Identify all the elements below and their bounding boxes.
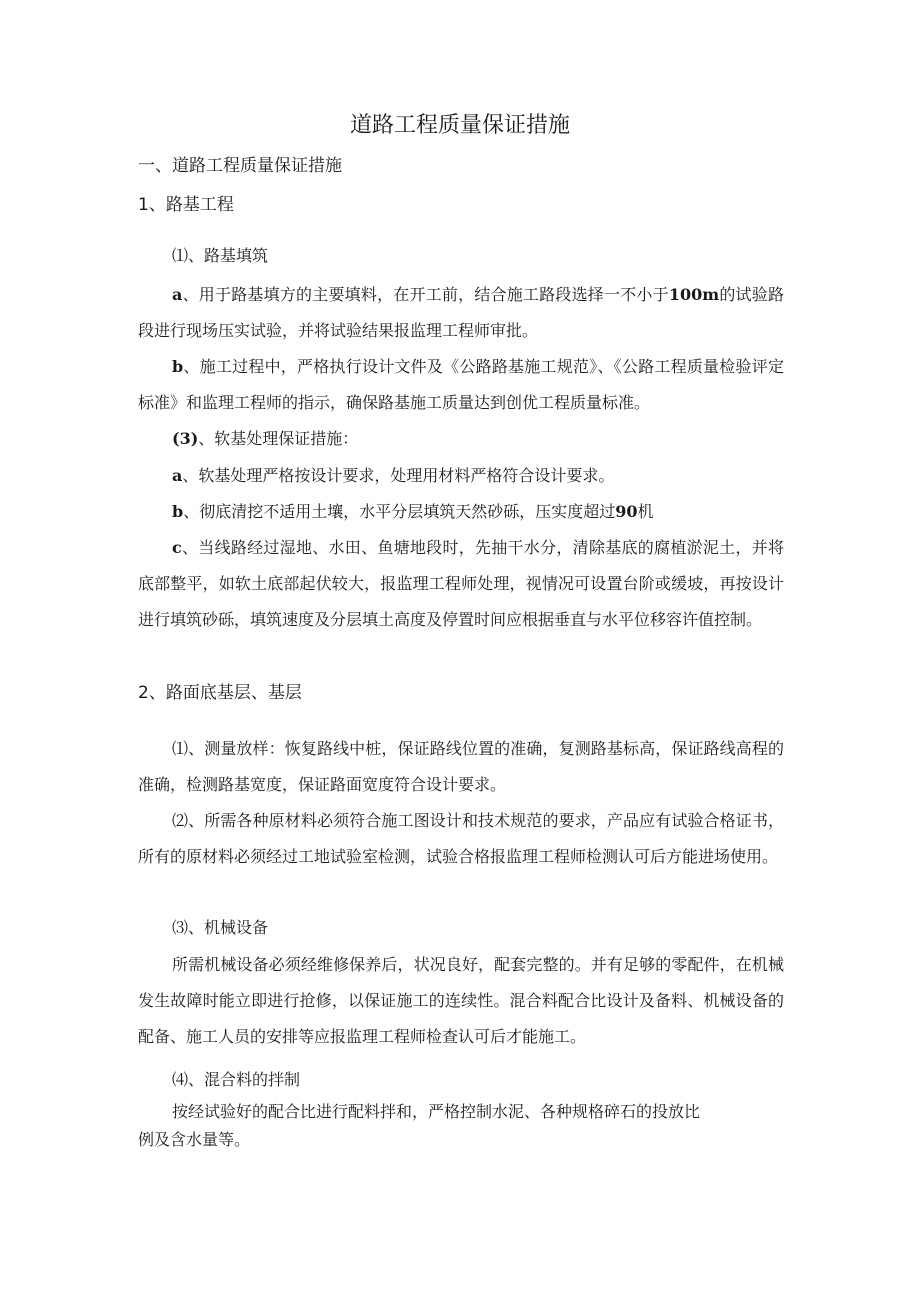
item-text: 、软基处理保证措施： (198, 429, 359, 448)
item-soft-foundation (172, 421, 358, 457)
subsection-heading-roadbed (138, 187, 234, 223)
paragraph-b2 (138, 494, 784, 530)
item-letter: a (172, 466, 183, 485)
paragraph-b1 (138, 349, 784, 421)
paragraph-machinery: 所需机械设备必须经维修保养后，状况良好，配套完整的。并有足够的零配件，在机械发生故障时能立即进行抢修，以保证施工的连续性。混合料配合比设计及备料、机械设备的配备、施工人员的安排等应报监理工程师检查认可后才能施工。 (138, 955, 784, 1046)
item-letter: b (172, 502, 184, 521)
subsection-heading-pavement-base (138, 675, 302, 711)
paragraph-text: 机 (637, 502, 654, 521)
item-letter: b (172, 357, 184, 376)
paragraph-a2 (138, 458, 784, 494)
item-letter: c (172, 538, 182, 557)
bold-value: 100m (668, 285, 720, 304)
paragraph-survey: ⑴、测量放样：恢复路线中桩，保证路线位置的准确，复测路基标高，保证路线高程的准确，检测路基宽度，保证路面宽度符合设计要求。 (138, 739, 784, 794)
document-title: 道路工程质量保证措施 (349, 113, 570, 138)
paragraph-mixing-line1: 按经试验好的配合比进行配料拌和，严格控制水泥、各种规格碎石的投放比 (172, 1102, 701, 1121)
subsection-label: 、路面底基层、基层 (148, 683, 302, 703)
bold-value: 90 (615, 502, 638, 521)
paragraph-a1 (138, 277, 784, 349)
paragraph-materials: ⑵、所需各种原材料必须符合施工图设计和技术规范的要求，产品应有试验合格证书，所有的原材料必须经过工地试验室检测，试验合格报监理工程师检测认可后方能进场使用。 (138, 811, 784, 866)
subsection-number: 2 (138, 683, 149, 703)
subsection-label: 、路基工程 (148, 195, 234, 215)
paragraph-text: 、用于路基填方的主要填料，在开工前，结合施工路段选择一不小于 (182, 285, 669, 304)
paragraph-text: 、软基处理严格按设计要求，处理用材料严格符合设计要求。 (182, 466, 615, 485)
paragraph-mixing-line2: 例及含水量等。 (138, 1130, 251, 1149)
item-roadbed-filling: ⑴、路基填筑 (172, 246, 269, 265)
paragraph-text: 、彻底清挖不适用土壤，水平分层填筑天然砂砾，压实度超过 (183, 502, 616, 521)
subsection-number: 1 (138, 195, 149, 215)
paragraph-c2 (138, 530, 784, 638)
item-mixing: ⑷、混合料的拌制 (172, 1070, 301, 1089)
item-machinery: ⑶、机械设备 (172, 918, 269, 937)
item-number: (3) (172, 429, 199, 448)
section-heading: 一、道路工程质量保证措施 (138, 156, 342, 176)
paragraph-text: 、当线路经过湿地、水田、鱼塘地段时，先抽干水分，清除基底的腐植淤泥土，并将底部整平，如软土底部起伏较大，报监理工程师处理，视情况可设置台阶或缓坡，再按设计进行填筑砂砾，填筑速度及分层填土高度及停置时间应根据垂直与水平位移容许值控制。 (138, 538, 784, 629)
item-letter: a (172, 285, 183, 304)
paragraph-text: 的试验路段进行现场压实试验，并将试验结果报监理工程师审批。 (138, 285, 784, 340)
paragraph-text: 、施工过程中，严格执行设计文件及《公路路基施工规范》、《公路工程质量检验评定标准》和监理工程师的指示，确保路基施工质量达到创优工程质量标准。 (138, 357, 784, 412)
